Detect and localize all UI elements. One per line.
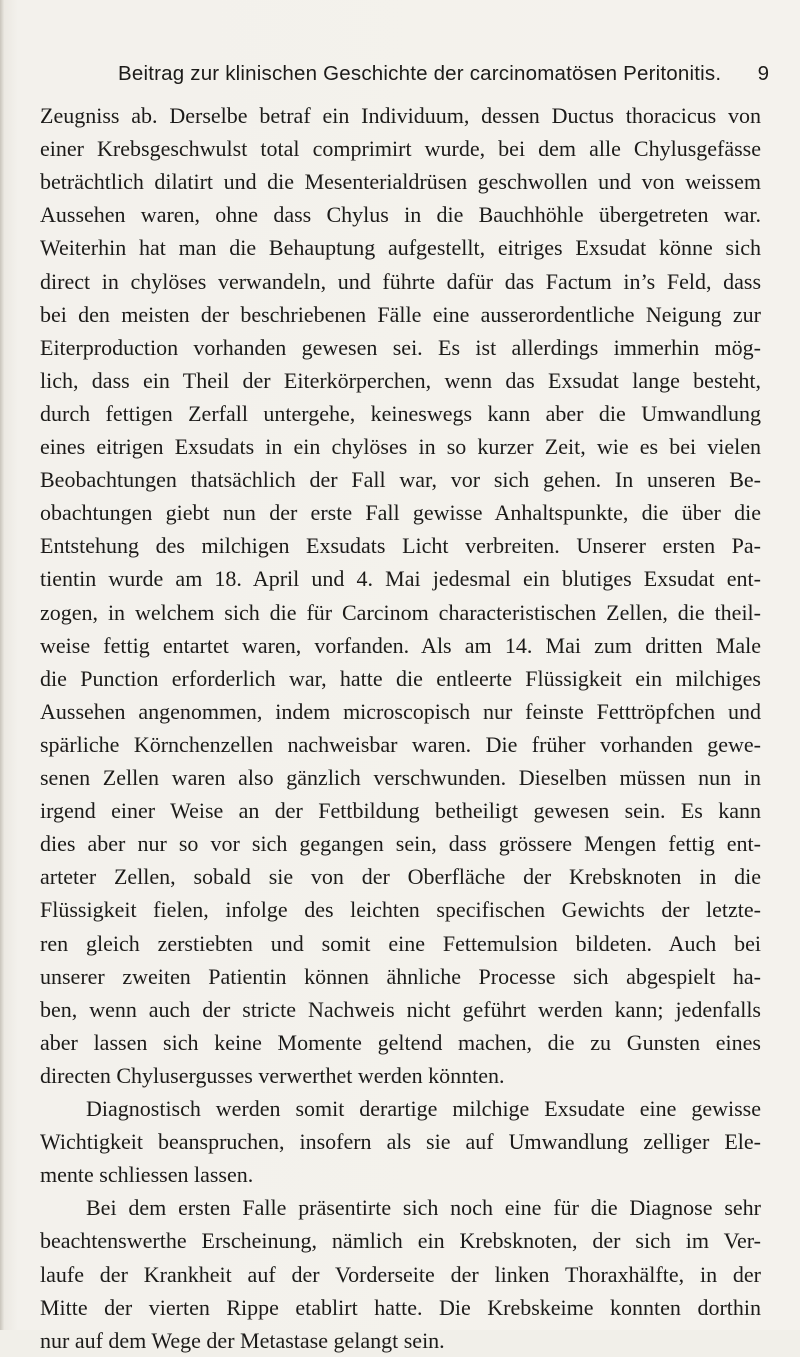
text-line: beträchtlich dilatirt und die Mesenterialdrüsen geschwollen und von weissem [40, 169, 761, 195]
text-line: Entstehung des milchigen Exsudats Licht verbreiten. Unserer ersten Pa- [40, 533, 761, 559]
text-line: einer Krebsgeschwulst total comprimirt wurde, bei dem alle Chylusgefässe [40, 136, 761, 162]
page-header [0, 55, 800, 89]
text-line: zogen, in welchem sich die für Carcinom characteristischen Zellen, die theil- [40, 599, 761, 625]
text-line: Aussehen waren, ohne dass Chylus in die Bauchhöhle übergetreten war. [40, 202, 761, 228]
text-line: bei den meisten der beschriebenen Fälle eine ausserordentliche Neigung zur [40, 301, 761, 327]
text-line: die Punction erforderlich war, hatte die entleerte Flüssigkeit ein milchiges [40, 665, 761, 691]
text-line: obachtungen giebt nun der erste Fall gewisse Anhaltspunkte, die über die [40, 500, 761, 526]
text-line: Zeugniss ab. Derselbe betraf ein Individuum, dessen Ductus thoracicus von [40, 103, 761, 128]
text-line: laufe der Krankheit auf der Vorderseite der linken Thoraxhälfte, in der [40, 1261, 761, 1287]
text-line: Bei dem ersten Falle präsentirte sich noch eine für die Diagnose sehr [86, 1195, 761, 1221]
text-line: aber lassen sich keine Momente geltend machen, die zu Gunsten eines [40, 1029, 761, 1055]
text-line: Diagnostisch werden somit derartige milchige Exsudate eine gewisse [86, 1096, 761, 1121]
text-line: senen Zellen waren also gänzlich verschwunden. Dieselben müssen nun in [40, 765, 761, 790]
text-line: tientin wurde am 18. April und 4. Mai jedesmal ein blutiges Exsudat ent- [40, 566, 761, 592]
text-line: Beobachtungen thatsächlich der Fall war, vor sich gehen. In unseren Be- [40, 467, 761, 493]
text-line: spärliche Körnchenzellen nachweisbar waren. Die früher vorhanden gewe- [40, 731, 761, 757]
text-line: unserer zweiten Patientin können ähnliche Processe sich abgespielt ha- [40, 963, 761, 989]
text-line: lich, dass ein Theil der Eiterkörperchen, wenn das Exsudat lange besteht, [40, 367, 761, 393]
text-line: beachtenswerthe Erscheinung, nämlich ein Krebsknoten, der sich im Ver- [40, 1228, 761, 1254]
text-line: nur auf dem Wege der Metastase gelangt sein. [40, 1327, 445, 1353]
text-line: ben, wenn auch der stricte Nachweis nicht geführt werden kann; jedenfalls [40, 996, 761, 1022]
text-line: Mitte der vierten Rippe etablirt hatte. Die Krebskeime konnten dorthin [40, 1294, 761, 1320]
text-line: mente schliessen lassen. [40, 1162, 254, 1188]
text-line: Aussehen angenommen, indem microscopisch nur feinste Fetttröpfchen und [40, 698, 761, 724]
text-line: irgend einer Weise an der Fettbildung betheiligt gewesen sein. Es kann [40, 798, 761, 824]
text-line: dies aber nur so vor sich gegangen sein, dass grössere Mengen fettig ent- [40, 831, 761, 857]
text-line: ren gleich zerstiebten und somit eine Fettemulsion bildeten. Auch bei [40, 930, 761, 956]
text-line: Flüssigkeit fielen, infolge des leichten specifischen Gewichts der letzte- [40, 897, 761, 923]
text-line: direct in chylöses verwandeln, und führte dafür das Factum in’s Feld, dass [40, 268, 761, 294]
text-line: durch fettigen Zerfall untergehe, keineswegs kann aber die Umwandlung [40, 400, 761, 426]
text-line: arteter Zellen, sobald sie von der Oberfläche der Krebsknoten in die [40, 864, 761, 890]
text-line: eines eitrigen Exsudats in ein chylöses in so kurzer Zeit, wie es bei vielen [40, 434, 761, 459]
text-line: Weiterhin hat man die Behauptung aufgestellt, eitriges Exsudat könne sich [40, 235, 761, 261]
page-edge-shadow [0, 0, 4, 1330]
text-line: directen Chylusergusses verwerthet werden könnten. [40, 1062, 505, 1088]
running-title: Beitrag zur klinischen Geschichte der carcinomatösen Peritonitis. [118, 62, 722, 85]
page-number: 9 [757, 62, 769, 85]
text-line: Wichtigkeit beanspruchen, insofern als sie auf Umwandlung zelliger Ele- [40, 1129, 761, 1155]
text-line: weise fettig entartet waren, vorfanden. Als am 14. Mai zum dritten Male [40, 632, 761, 658]
text-line: Eiterproduction vorhanden gewesen sei. Es ist allerdings immerhin mög- [40, 334, 761, 360]
